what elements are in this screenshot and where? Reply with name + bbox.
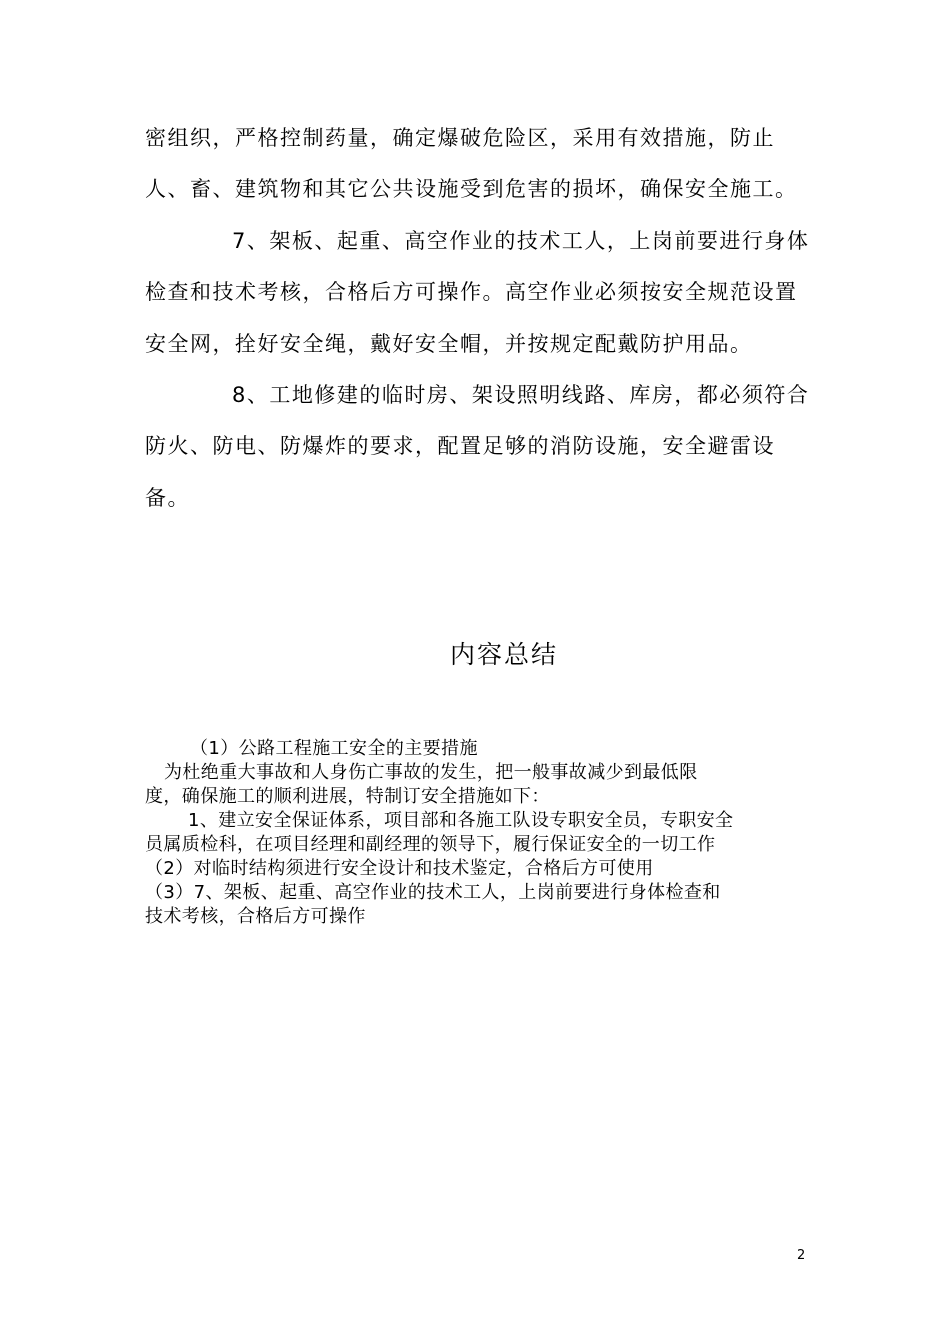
body-line-7: 防火、防电、防爆炸的要求，配置足够的消防设施，安全避雷设: [145, 434, 775, 458]
body-line-6: 8、工地修建的临时房、架设照明线路、库房，都必须符合: [232, 383, 810, 407]
body-line-2: 人、畜、建筑物和其它公共设施受到危害的损坏，确保安全施工。: [145, 177, 798, 201]
summary-line-7: （3）7、架板、起重、高空作业的技术工人，上岗前要进行身体检查和: [145, 882, 721, 903]
summary-line-4: 1、建立安全保证体系，项目部和各施工队设专职安全员，专职安全: [188, 810, 734, 831]
body-line-3: 7、架板、起重、高空作业的技术工人，上岗前要进行身体: [232, 229, 810, 253]
body-line-5: 安全网，拴好安全绳，戴好安全帽，并按规定配戴防护用品。: [145, 332, 753, 356]
body-line-1: 密组织，严格控制药量，确定爆破危险区，采用有效措施，防止: [145, 126, 775, 150]
summary-line-1: （1）公路工程施工安全的主要措施: [190, 738, 478, 759]
body-line-8: 备。: [145, 486, 190, 510]
summary-line-5: 员属质检科，在项目经理和副经理的领导下，履行保证安全的一切工作: [145, 834, 716, 855]
body-line-4: 检查和技术考核，合格后方可操作。高空作业必须按安全规范设置: [145, 280, 798, 304]
summary-line-6: （2）对临时结构须进行安全设计和技术鉴定，合格后方可使用: [145, 858, 654, 879]
summary-line-8: 技术考核，合格后方可操作: [145, 906, 366, 927]
summary-line-2: 为杜绝重大事故和人身伤亡事故的发生，把一般事故减少到最低限: [164, 762, 698, 783]
page-number: 2: [797, 1248, 806, 1263]
summary-title: 内容总结: [449, 640, 558, 669]
summary-line-3: 度，确保施工的顺利进展，特制订安全措施如下：: [145, 786, 550, 807]
